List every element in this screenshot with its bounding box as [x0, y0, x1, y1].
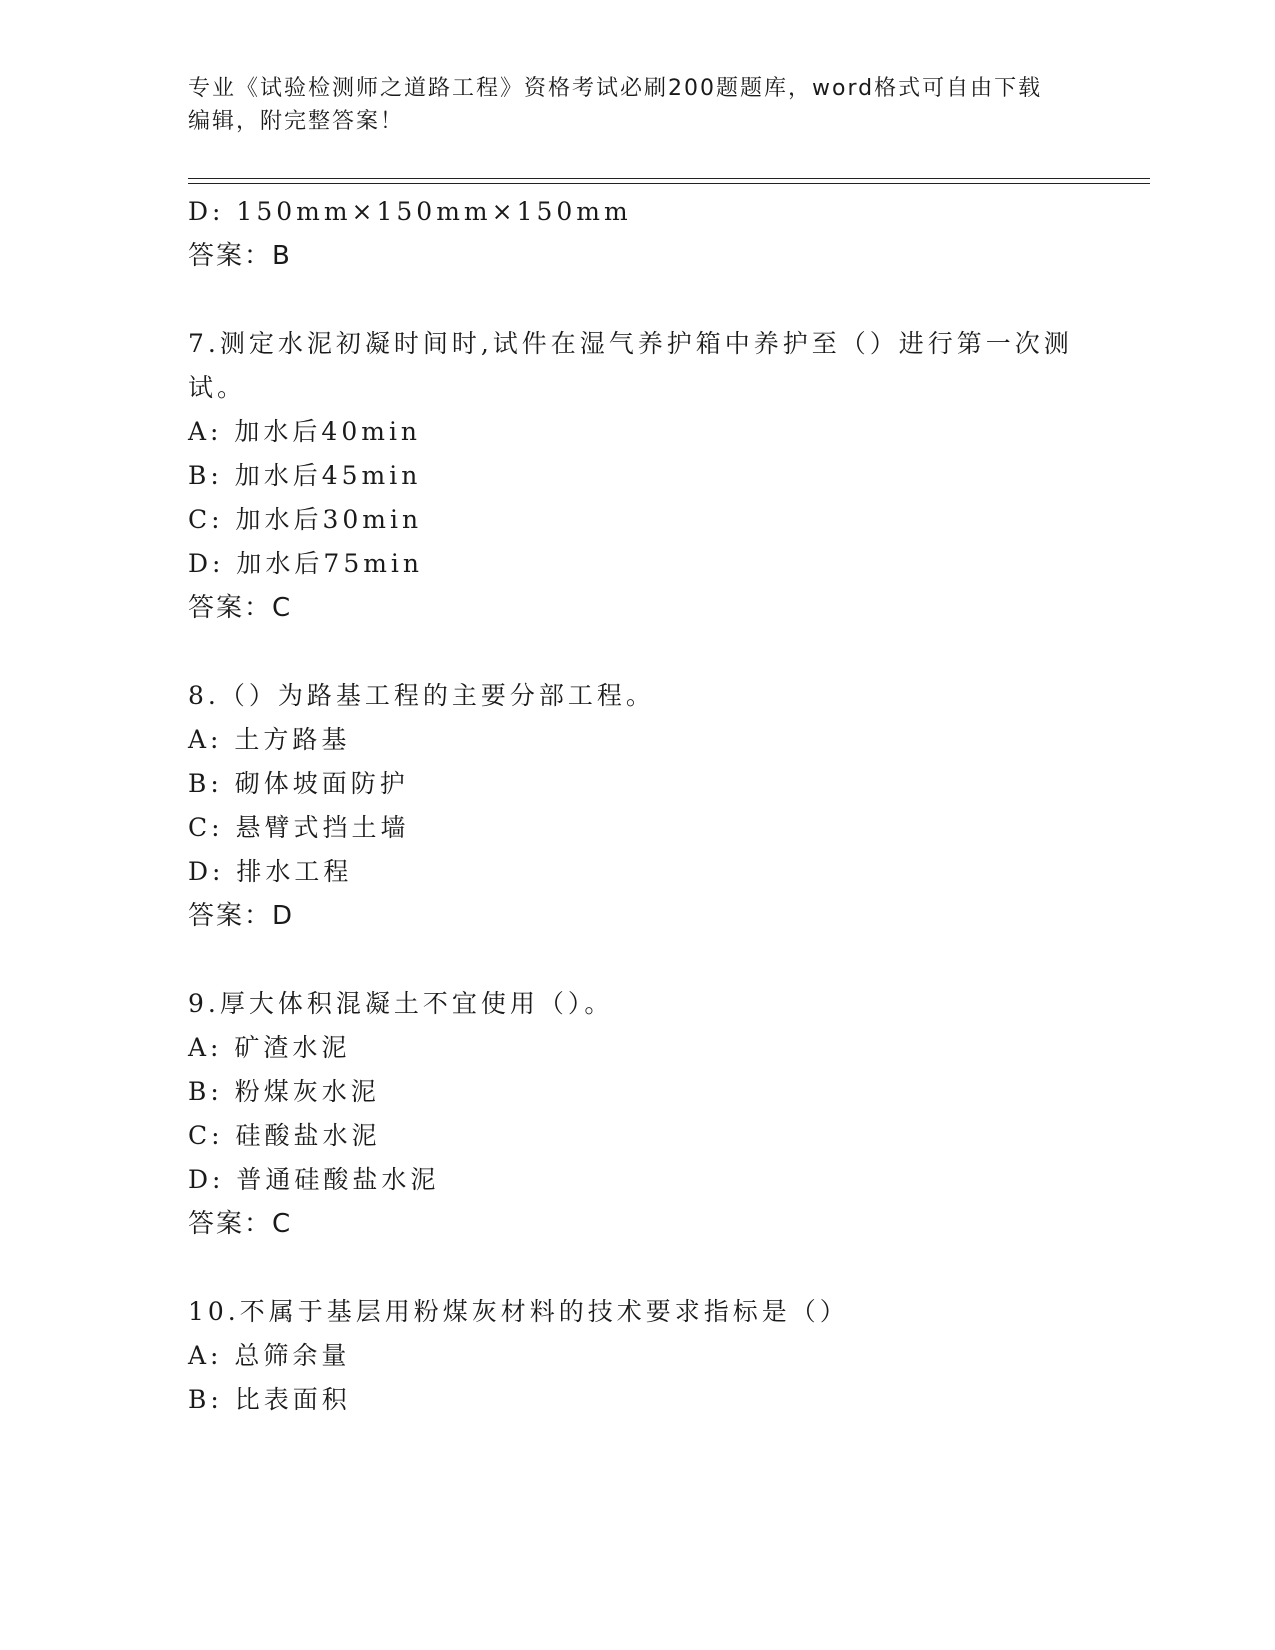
q7-option-b: B: 加水后45min [188, 461, 422, 490]
document-header [188, 72, 1088, 138]
q8-option-d: D: 排水工程 [188, 857, 353, 886]
q9-option-d: D: 普通硅酸盐水泥 [188, 1165, 440, 1194]
q9-option-c: C: 硅酸盐水泥 [188, 1121, 381, 1150]
q7-stem-line-2: 试。 [188, 373, 247, 402]
header-divider-top [188, 178, 1150, 179]
q10-option-b: B: 比表面积 [188, 1385, 351, 1414]
q8-option-b: B: 砌体坡面防护 [188, 769, 409, 798]
header-divider-bottom [188, 183, 1150, 184]
q7-answer: 答案：C [188, 593, 293, 623]
q9-answer: 答案：C [188, 1209, 293, 1239]
q9-stem: 9.厚大体积混凝土不宜使用（）。 [188, 989, 614, 1018]
q7-option-d: D: 加水后75min [188, 549, 424, 578]
header-line-1: 专业《试验检测师之道路工程》资格考试必刷200题题库，word格式可自由下载 [188, 76, 1043, 101]
q7-stem-line-1: 7.测定水泥初凝时间时,试件在湿气养护箱中养护至（）进行第一次测 [188, 329, 1073, 358]
q9-option-b: B: 粉煤灰水泥 [188, 1077, 380, 1106]
q8-answer: 答案：D [188, 901, 295, 931]
q9-option-a: A: 矿渣水泥 [188, 1033, 351, 1062]
q8-option-c: C: 悬臂式挡土墙 [188, 813, 410, 842]
q10-stem: 10.不属于基层用粉煤灰材料的技术要求指标是（） [188, 1297, 849, 1326]
q7-option-a: A: 加水后40min [188, 417, 422, 446]
q10-option-a: A: 总筛余量 [188, 1341, 351, 1370]
q7-option-c: C: 加水后30min [188, 505, 423, 534]
prev-option-d: D: 150mm×150mm×150mm [188, 197, 632, 226]
header-line-2: 编辑，附完整答案！ [188, 109, 405, 134]
q8-option-a: A: 土方路基 [188, 725, 351, 754]
q8-stem: 8.（）为路基工程的主要分部工程。 [188, 681, 655, 710]
prev-answer: 答案：B [188, 241, 292, 271]
